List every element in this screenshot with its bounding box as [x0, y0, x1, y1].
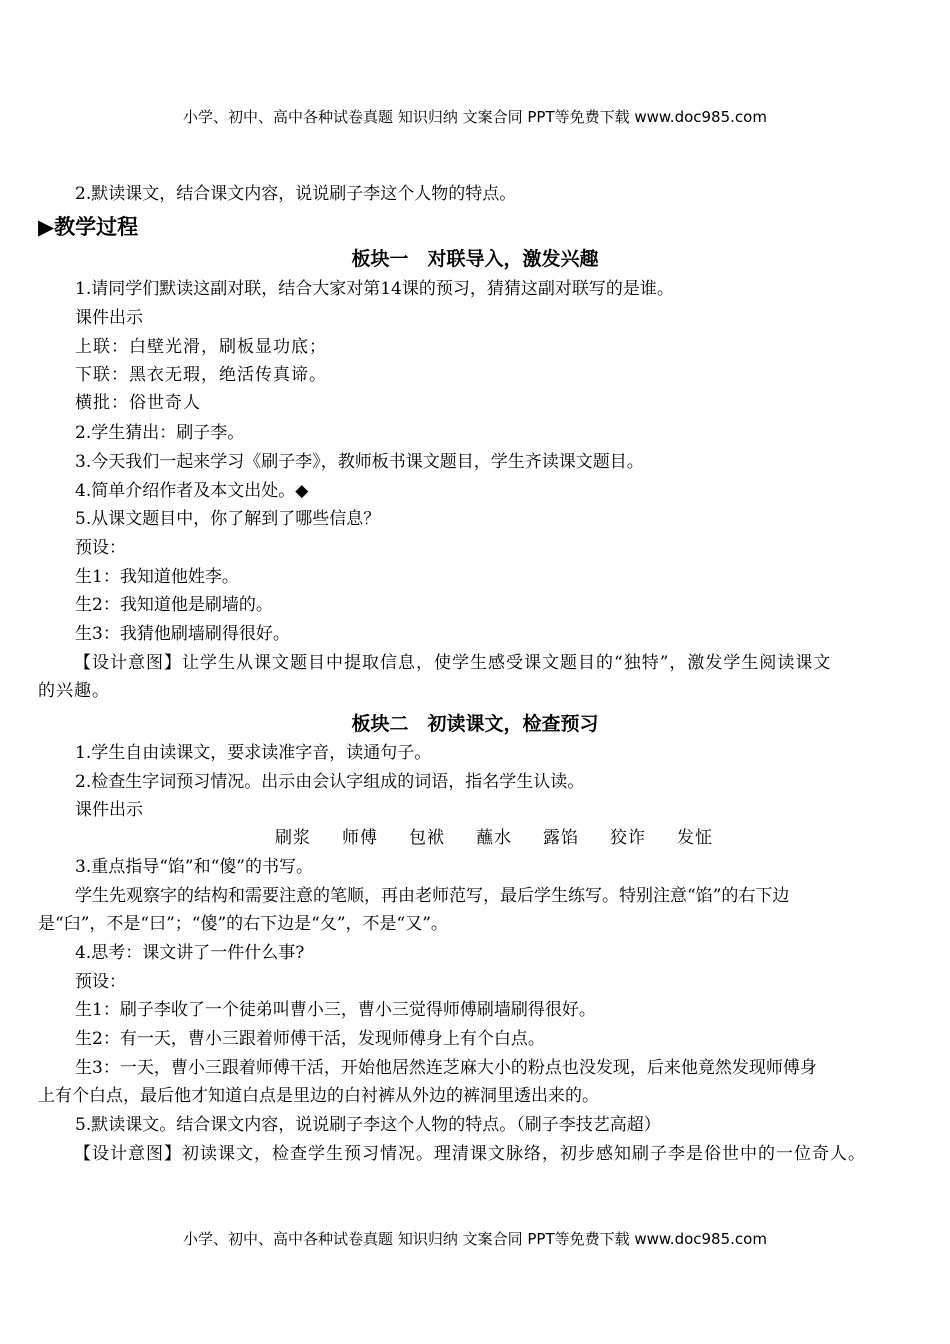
block2-line-6: 5.默读课文。结合课文内容，说说刷子李这个人物的特点。（刷子李技艺高超） [75, 1115, 661, 1135]
block1-line-11: 生1：我知道他姓李。 [75, 567, 239, 587]
block2-line-1: 1.学生自由读课文，要求读准字音，读通句子。 [75, 743, 432, 763]
block1-title: 板块一 对联导入，激发兴趣 [351, 248, 599, 270]
vocab-word: 狡诈 [610, 828, 646, 848]
page-header: 小学、初中、高中各种试卷真题 知识归纳 文案合同 PPT等免费下载 www.doc985.com [183, 108, 767, 126]
block1-line-7: 3.今天我们一起来学习《刷子李》，教师板书课文题目，学生齐读课文题目。 [75, 452, 644, 472]
page-footer: 小学、初中、高中各种试卷真题 知识归纳 文案合同 PPT等免费下载 www.doc985.com [183, 1230, 767, 1248]
block2-intent: 【设计意图】初读课文，检查学生预习情况。理清课文脉络，初步感知刷子李是俗世中的一位奇人。 [74, 1144, 866, 1164]
section-title: ▶教学过程 [38, 215, 139, 239]
block1-line-13: 生3：我猜他刷墙刷得很好。 [75, 624, 290, 644]
block2-preset: 预设： [75, 972, 126, 992]
writing-guide-line-2: 是“臼”，不是“曰”；“傻”的右下边是“夂”，不是“又”。 [38, 914, 448, 934]
block1-line-12: 生2：我知道他是刷墙的。 [75, 595, 273, 615]
student-answer-2: 生2：有一天，曹小三跟着师傅干活，发现师傅身上有个白点。 [75, 1029, 545, 1049]
block2-line-5: 4.思考：课文讲了一件什么事? [75, 943, 305, 963]
block1-line-10: 预设： [75, 538, 126, 558]
block1-line-1: 1.请同学们默读这副对联，结合大家对第14课的预习，猜猜这副对联写的是谁。 [75, 279, 674, 299]
block2-line-2: 2.检查生字词预习情况。出示由会认字组成的词语，指名学生认读。 [75, 772, 585, 792]
block2-title: 板块二 初读课文，检查预习 [351, 713, 599, 735]
block1-line-9: 5.从课文题目中，你了解到了哪些信息？ [75, 509, 381, 529]
block2-line-3: 课件出示 [75, 800, 143, 820]
block2-line-4: 3.重点指导“馅”和“傻”的书写。 [75, 857, 313, 877]
student-answer-1: 生1：刷子李收了一个徒弟叫曹小三，曹小三觉得师傅刷墙刷得很好。 [75, 1000, 596, 1020]
vocab-word: 刷浆 [275, 828, 311, 848]
block1-intent-line-2: 的兴趣。 [38, 681, 110, 701]
writing-guide-line-1: 学生先观察字的结构和需要注意的笔顺，再由老师范写，最后学生练写。特别注意“馅”的右下边 [75, 886, 790, 906]
block1-line-6: 2.学生猜出：刷子李。 [75, 423, 245, 443]
vocab-word: 包袱 [409, 828, 445, 848]
goal-2: 2.默读课文，结合课文内容，说说刷子李这个人物的特点。 [75, 184, 517, 204]
student-answer-3-line-2: 上有个白点，最后他才知道白点是里边的白衬裤从外边的裤洞里透出来的。 [38, 1086, 599, 1106]
couplet-horizontal: 横批：俗世奇人 [75, 393, 201, 413]
couplet-upper: 上联：白壁光滑，刷板显功底； [75, 337, 327, 357]
block1-intent-line-1: 【设计意图】让学生从课文题目中提取信息，使学生感受课文题目的“独特”，激发学生阅读课文 [74, 653, 832, 673]
block1-line-8: 4.简单介绍作者及本文出处。◆ [75, 481, 309, 501]
vocab-word: 蘸水 [476, 828, 512, 848]
vocab-word: 露馅 [543, 828, 579, 848]
block1-line-2: 课件出示 [75, 308, 143, 328]
vocab-word: 发怔 [677, 828, 713, 848]
couplet-lower: 下联：黑衣无瑕，绝活传真谛。 [75, 365, 327, 385]
student-answer-3-line-1: 生3：一天，曹小三跟着师傅干活，开始他居然连芝麻大小的粉点也没发现，后来他竟然发现师傅身 [75, 1058, 817, 1078]
vocab-word: 师傅 [342, 828, 378, 848]
